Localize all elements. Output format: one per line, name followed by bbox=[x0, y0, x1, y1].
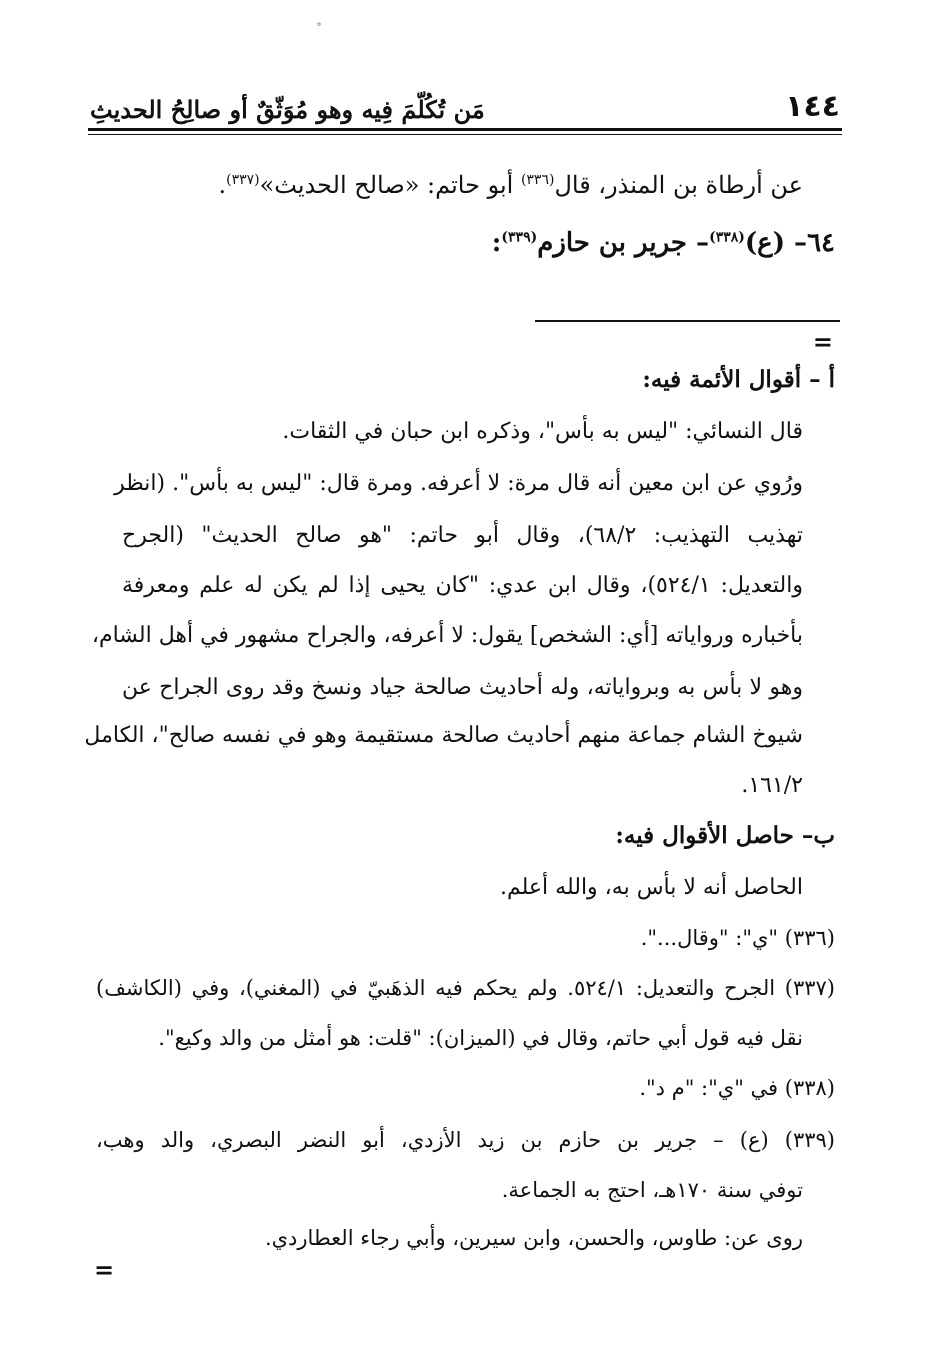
section-a-line-6: وهو لا بأس به وبرواياته، وله أحاديث صالحة جياد ونسخ وقد روى الجراح عن bbox=[122, 675, 803, 700]
entry-title: ٦٤– (ع)$^{(٣٣٨)}$– جرير بن حازم$^{(٣٣٩)}$: bbox=[491, 228, 835, 258]
footnote-338: (٣٣٨) في "ي": "م د". bbox=[639, 1076, 835, 1100]
footnote-339-cont-1: توفي سنة ١٧٠هـ، احتج به الجماعة. bbox=[501, 1178, 803, 1202]
footnote-ref-336[interactable]: (٣٣٦) bbox=[520, 172, 555, 188]
footnote-ref-337[interactable]: (٣٣٧) bbox=[226, 172, 260, 188]
footnote-336: (٣٣٦) "ي": "وقال...". bbox=[640, 926, 835, 950]
section-a-line-3: تهذيب التهذيب: ٦٨/٢)، وقال أبو حاتم: "هو صالح الحديث" (الجرح bbox=[122, 523, 803, 548]
header-rule bbox=[88, 128, 842, 131]
section-a-line-1: قال النسائي: "ليس به بأس"، وذكره ابن حبان في الثقات. bbox=[282, 419, 803, 444]
running-title: مَن تُكُلّمَ فِيه وهو مُوَثّقٌ أو صالِحُ الحديثِ bbox=[90, 95, 485, 124]
footnote-337-cont: نقل فيه قول أبي حاتم، وقال في (الميزان): "قلت: هو أمثل من والد وكيع". bbox=[158, 1026, 803, 1050]
footnote-337: (٣٣٧) الجرح والتعديل: ٥٢٤/١. ولم يحكم فيه الذهَبيّ في (المغني)، وفي (الكاشف) bbox=[96, 976, 835, 1000]
equals-mark-bottom: = bbox=[94, 1255, 115, 1284]
section-a-line-8: ١٦١/٢. bbox=[741, 773, 803, 798]
page-header bbox=[90, 84, 840, 124]
separator-rule bbox=[535, 320, 840, 322]
section-a-line-2: ورُوي عن ابن معين أنه قال مرة: لا أعرفه. ومرة قال: "ليس به بأس". (انظر bbox=[114, 471, 803, 496]
section-a-line-5: بأخباره ورواياته [أي: الشخص] يقول: لا أعرفه، والجراح مشهور في أهل الشام، bbox=[91, 623, 803, 648]
footnote-339: (٣٣٩) (ع) – جرير بن حازم بن زيد الأزدي، أبو النضر البصري، والد وهب، bbox=[96, 1128, 835, 1152]
footnote-339-cont-2: روى عن: طاوس، والحسن، وابن سيرين، وأبي رجاء العطاردي. bbox=[264, 1226, 803, 1250]
section-a-line-4: والتعديل: ٥٢٤/١)، وقال ابن عدي: "كان يحيى إذا لم يكن له علم ومعرفة bbox=[122, 573, 803, 598]
page-number: ١٤٤ bbox=[785, 89, 840, 124]
section-b-text: الحاصل أنه لا بأس به، والله أعلم. bbox=[500, 875, 803, 900]
footnote-ref-338[interactable]: (٣٣٨) bbox=[709, 229, 745, 246]
header-rule-thin bbox=[88, 134, 842, 135]
section-b-heading: ب– حاصل الأقوال فيه: bbox=[615, 822, 835, 849]
body-line-1: عن أرطاة بن المنذر، قال$^{(٣٣٦)}$ أبو حاتم: «صالح الحديث»$^{(٣٣٧)}$. bbox=[218, 171, 803, 199]
equals-mark-top: = bbox=[812, 327, 833, 356]
section-a-line-7: شيوخ الشام جماعة منهم أحاديث صالحة مستقيمة وهو في نفسه صالح"، الكامل bbox=[84, 723, 803, 748]
footnote-ref-339[interactable]: (٣٣٩) bbox=[501, 229, 538, 246]
section-a-heading: أ – أقوال الأئمة فيه: bbox=[642, 366, 835, 393]
